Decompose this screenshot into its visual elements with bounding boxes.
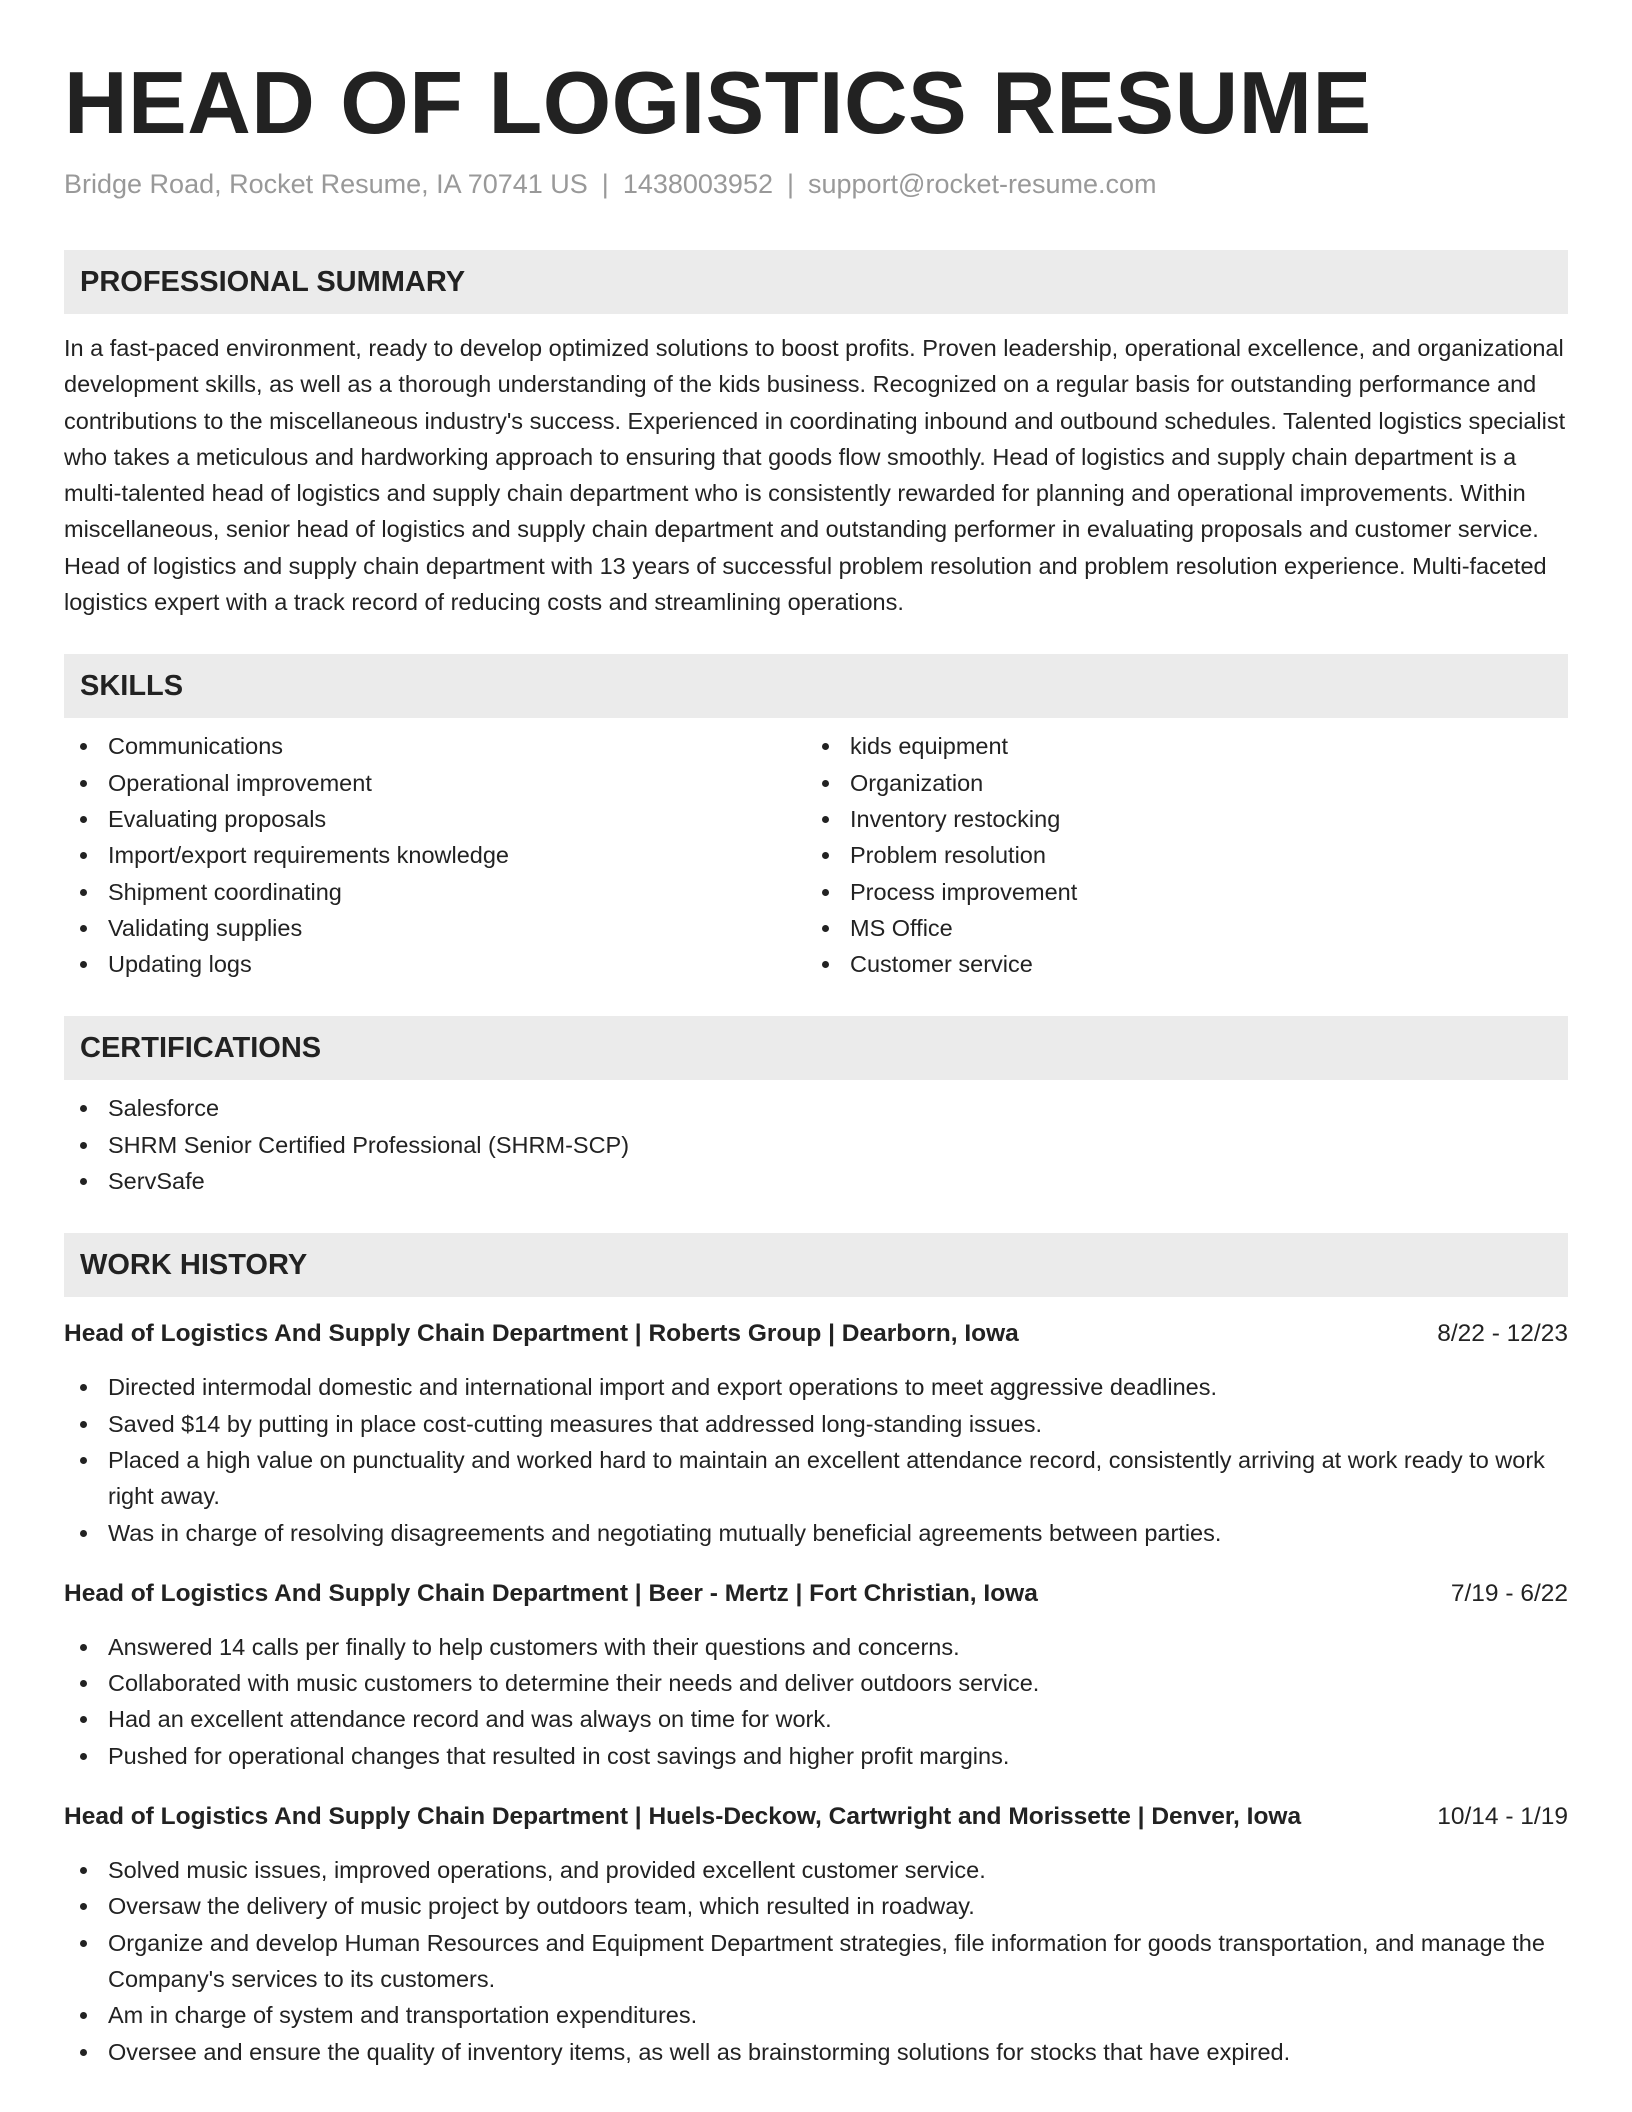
skill-item: Problem resolution (806, 837, 1548, 873)
skill-item: Inventory restocking (806, 801, 1548, 837)
skill-item: Customer service (806, 946, 1548, 982)
job-bullet: Answered 14 calls per finally to help customers with their questions and concerns. (64, 1629, 1568, 1665)
resume-content (64, 0, 1568, 2070)
job-bullet: Directed intermodal domestic and international import and export operations to meet aggressive deadlines. (64, 1369, 1568, 1405)
skill-item: Updating logs (64, 946, 806, 982)
job-bullets (64, 1852, 1568, 2070)
certifications-list (64, 1090, 1568, 1199)
job-header (64, 1317, 1568, 1351)
job-bullet: Pushed for operational changes that resulted in cost savings and higher profit margins. (64, 1738, 1568, 1774)
job-dates: 7/19 - 6/22 (1450, 1579, 1568, 1607)
skill-item: kids equipment (806, 728, 1548, 764)
certifications-heading: CERTIFICATIONS (80, 1031, 322, 1064)
skill-item: Operational improvement (64, 765, 806, 801)
summary-heading: PROFESSIONAL SUMMARY (80, 265, 466, 298)
certification-item: Salesforce (64, 1090, 1568, 1126)
certification-item: SHRM Senior Certified Professional (SHRM-SCP) (64, 1127, 1568, 1163)
job-entry (64, 1577, 1568, 1774)
job-entry (64, 1317, 1568, 1550)
job-title: Head of Logistics And Supply Chain Department | Huels-Deckow, Cartwright and Morissette | Denver, Iowa (64, 1803, 1302, 1831)
contact-phone: 1438003952 (622, 169, 773, 199)
skill-item: Evaluating proposals (64, 801, 806, 837)
skill-item: Import/export requirements knowledge (64, 837, 806, 873)
job-bullets (64, 1629, 1568, 1774)
certifications-section-header (64, 1016, 1568, 1080)
job-bullet: Organize and develop Human Resources and Equipment Department strategies, file information for goods transportation, and manage the Company's services to its customers. (64, 1925, 1568, 1998)
work-history-list (64, 1317, 1568, 2069)
skills-section-header (64, 654, 1568, 718)
skills-list-right (806, 728, 1548, 982)
job-bullet: Was in charge of resolving disagreements and negotiating mutually beneficial agreements between parties. (64, 1515, 1568, 1551)
skills-list-left (64, 728, 806, 982)
job-dates: 8/22 - 12/23 (1437, 1320, 1568, 1348)
skill-item: Process improvement (806, 874, 1548, 910)
job-dates: 10/14 - 1/19 (1437, 1803, 1568, 1831)
skills-grid (64, 728, 1568, 982)
job-bullet: Solved music issues, improved operations, and provided excellent customer service. (64, 1852, 1568, 1888)
contact-address: Bridge Road, Rocket Resume, IA 70741 US (64, 169, 588, 199)
skill-item: Validating supplies (64, 910, 806, 946)
certification-item: ServSafe (64, 1163, 1568, 1199)
job-bullet: Oversaw the delivery of music project by outdoors team, which resulted in roadway. (64, 1888, 1568, 1924)
job-bullet: Collaborated with music customers to determine their needs and deliver outdoors service. (64, 1665, 1568, 1701)
skill-item: Communications (64, 728, 806, 764)
skill-item: Organization (806, 765, 1548, 801)
summary-section-header (64, 250, 1568, 314)
summary-text: In a fast-paced environment, ready to develop optimized solutions to boost profits. Proven leadership, operational excellence, and organizational development skills, as well as a thorough understanding of the kids business. Recognized on a regular basis for outstanding performance and contributions to the miscellaneous industry's success. Experienced in coordinating inbound and outbound schedules. Talented logistics specialist who takes a meticulous and hardworking approach to ensuring that goods flow smoothly. Head of logistics and supply chain department is a multi-talented head of logistics and supply chain department who is consistently rewarded for planning and operational improvements. Within miscellaneous, senior head of logistics and supply chain department and outstanding performer in evaluating proposals and customer service. Head of logistics and supply chain department with 13 years of successful problem resolution and problem resolution experience. Multi-faceted logistics expert with a track record of reducing costs and streamlining operations. (64, 335, 1566, 616)
job-bullet: Saved $14 by putting in place cost-cutting measures that addressed long-standing issues. (64, 1406, 1568, 1442)
skill-item: MS Office (806, 910, 1548, 946)
job-entry (64, 1800, 1568, 2070)
job-header (64, 1800, 1568, 1834)
job-header (64, 1577, 1568, 1611)
skills-heading: SKILLS (80, 669, 184, 702)
job-bullet: Oversee and ensure the quality of inventory items, as well as brainstorming solutions for stocks that have expired. (64, 2034, 1568, 2070)
job-title: Head of Logistics And Supply Chain Department | Roberts Group | Dearborn, Iowa (64, 1320, 1019, 1348)
contact-line (64, 166, 1568, 202)
job-title: Head of Logistics And Supply Chain Department | Beer - Mertz | Fort Christian, Iowa (64, 1579, 1038, 1607)
job-bullet: Placed a high value on punctuality and worked hard to maintain an excellent attendance record, consistently arriving at work ready to work right away. (64, 1442, 1568, 1515)
job-bullet: Had an excellent attendance record and was always on time for work. (64, 1701, 1568, 1737)
job-bullets (64, 1369, 1568, 1550)
contact-separator: | (601, 169, 609, 199)
skill-item: Shipment coordinating (64, 874, 806, 910)
contact-email: support@rocket-resume.com (808, 169, 1157, 199)
work-history-section-header (64, 1233, 1568, 1297)
work-history-heading: WORK HISTORY (80, 1248, 308, 1281)
job-bullet: Am in charge of system and transportation expenditures. (64, 1997, 1568, 2033)
resume-title: HEAD OF LOGISTICS RESUME (64, 53, 1372, 152)
contact-separator: | (786, 169, 794, 199)
